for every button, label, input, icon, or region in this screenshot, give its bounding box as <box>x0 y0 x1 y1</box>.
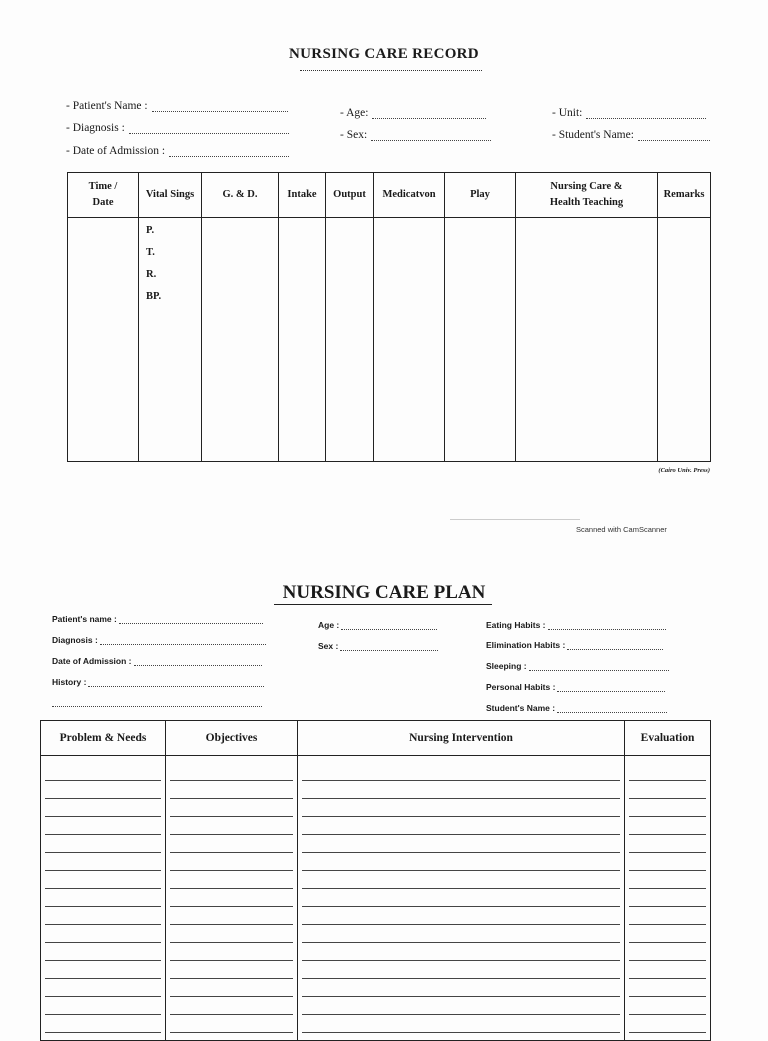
plan-age-field[interactable] <box>318 620 437 630</box>
record-body-row <box>68 218 711 462</box>
record-sex-field[interactable] <box>340 129 491 141</box>
col-nursing-intervention: Nursing Intervention <box>298 721 625 756</box>
plan-diagnosis-field[interactable] <box>52 635 266 645</box>
plan-diagnosis-label: Diagnosis : <box>52 635 98 645</box>
vital-blood-pressure: BP. <box>146 291 162 302</box>
plan-admission-label: Date of Admission : <box>52 656 132 666</box>
plan-elimination-field[interactable] <box>486 640 663 650</box>
record-patient-name-field[interactable] <box>66 100 288 112</box>
nursing-care-record-table <box>67 172 711 462</box>
record-sex-label: - Sex: <box>340 129 368 141</box>
vital-pulse: P. <box>146 225 155 236</box>
cell-problems-needs[interactable] <box>41 756 166 1041</box>
scan-divider <box>450 519 580 520</box>
record-unit-label: - Unit: <box>552 107 583 119</box>
record-patient-name-line <box>152 102 288 112</box>
plan-patient-name-field[interactable] <box>52 614 263 624</box>
record-admission-line <box>169 147 289 157</box>
plan-patient-name-label: Patient's name : <box>52 614 117 624</box>
col-time-date: Time / Date <box>68 173 139 218</box>
plan-sleeping-line <box>529 663 669 671</box>
plan-student-name-label: Student's Name : <box>486 703 556 713</box>
nursing-care-plan-table <box>40 720 711 1041</box>
scanner-watermark: Scanned with CamScanner <box>576 525 667 534</box>
plan-sleeping-label: Sleeping : <box>486 661 527 671</box>
plan-age-line <box>341 622 437 630</box>
cell-vital-signs[interactable] <box>139 218 202 462</box>
record-age-label: - Age: <box>340 107 369 119</box>
plan-sex-line <box>340 643 438 651</box>
plan-history-label: History : <box>52 677 87 687</box>
plan-eating-label: Eating Habits : <box>486 620 546 630</box>
col-output: Output <box>326 173 374 218</box>
col-gd: G. & D. <box>202 173 279 218</box>
ruled-lines <box>302 764 620 1040</box>
cell-objectives[interactable] <box>166 756 298 1041</box>
col-problems-needs: Problem & Needs <box>41 721 166 756</box>
plan-personal-label: Personal Habits : <box>486 682 556 692</box>
record-title-underline <box>300 70 482 71</box>
col-evaluation: Evaluation <box>625 721 711 756</box>
plan-eating-line <box>548 622 666 630</box>
record-student-name-line <box>638 131 710 141</box>
plan-eating-field[interactable] <box>486 620 666 630</box>
plan-elimination-line <box>567 642 663 650</box>
plan-age-label: Age : <box>318 620 340 630</box>
record-diagnosis-field[interactable] <box>66 122 289 134</box>
plan-admission-field[interactable] <box>52 656 262 666</box>
ruled-lines <box>45 764 161 1040</box>
plan-personal-line <box>557 684 665 692</box>
plan-personal-field[interactable] <box>486 682 665 692</box>
col-remarks: Remarks <box>658 173 711 218</box>
plan-admission-line <box>134 658 262 666</box>
plan-history-field[interactable] <box>52 677 264 687</box>
cell-nursing-intervention[interactable] <box>298 756 625 1041</box>
ruled-lines <box>629 764 706 1040</box>
record-unit-line <box>586 109 706 119</box>
plan-body-row <box>41 756 711 1041</box>
cell-medication[interactable] <box>374 218 445 462</box>
plan-history-line <box>88 679 264 687</box>
plan-title-underline <box>274 604 492 605</box>
plan-student-name-field[interactable] <box>486 703 667 713</box>
record-student-name-label: - Student's Name: <box>552 129 634 141</box>
plan-history-extra-line[interactable] <box>52 706 262 707</box>
record-admission-label: - Date of Admission : <box>66 145 166 157</box>
cell-time-date[interactable] <box>68 218 139 462</box>
record-student-name-field[interactable] <box>552 129 710 141</box>
cell-output[interactable] <box>326 218 374 462</box>
record-age-line <box>372 109 486 119</box>
cell-remarks[interactable] <box>658 218 711 462</box>
col-nursing-care: Nursing Care & Health Teaching <box>516 173 658 218</box>
plan-student-name-line <box>557 705 667 713</box>
record-sex-line <box>371 131 491 141</box>
vital-respiration: R. <box>146 269 157 280</box>
cell-nursing-care[interactable] <box>516 218 658 462</box>
col-vital-signs: Vital Sings <box>139 173 202 218</box>
plan-elimination-label: Elimination Habits : <box>486 640 566 650</box>
col-objectives: Objectives <box>166 721 298 756</box>
record-unit-field[interactable] <box>552 107 706 119</box>
cell-play[interactable] <box>445 218 516 462</box>
record-title: NURSING CARE RECORD <box>289 46 479 62</box>
plan-diagnosis-line <box>100 637 266 645</box>
plan-sleeping-field[interactable] <box>486 661 669 671</box>
record-patient-name-label: - Patient's Name : <box>66 100 148 112</box>
ruled-lines <box>170 764 293 1040</box>
record-diagnosis-line <box>129 124 289 134</box>
col-medication: Medicatvon <box>374 173 445 218</box>
record-age-field[interactable] <box>340 107 486 119</box>
cell-gd[interactable] <box>202 218 279 462</box>
col-intake: Intake <box>279 173 326 218</box>
record-header-row <box>68 173 711 218</box>
press-note: (Cairo Univ. Press) <box>658 467 710 474</box>
plan-header-row <box>41 721 711 756</box>
col-play: Play <box>445 173 516 218</box>
plan-patient-name-line <box>119 616 263 624</box>
plan-title: NURSING CARE PLAN <box>282 582 486 603</box>
record-admission-field[interactable] <box>66 145 289 157</box>
vital-temperature: T. <box>146 247 155 258</box>
record-diagnosis-label: - Diagnosis : <box>66 122 125 134</box>
plan-sex-field[interactable] <box>318 641 438 651</box>
cell-intake[interactable] <box>279 218 326 462</box>
cell-evaluation[interactable] <box>625 756 711 1041</box>
plan-sex-label: Sex : <box>318 641 339 651</box>
